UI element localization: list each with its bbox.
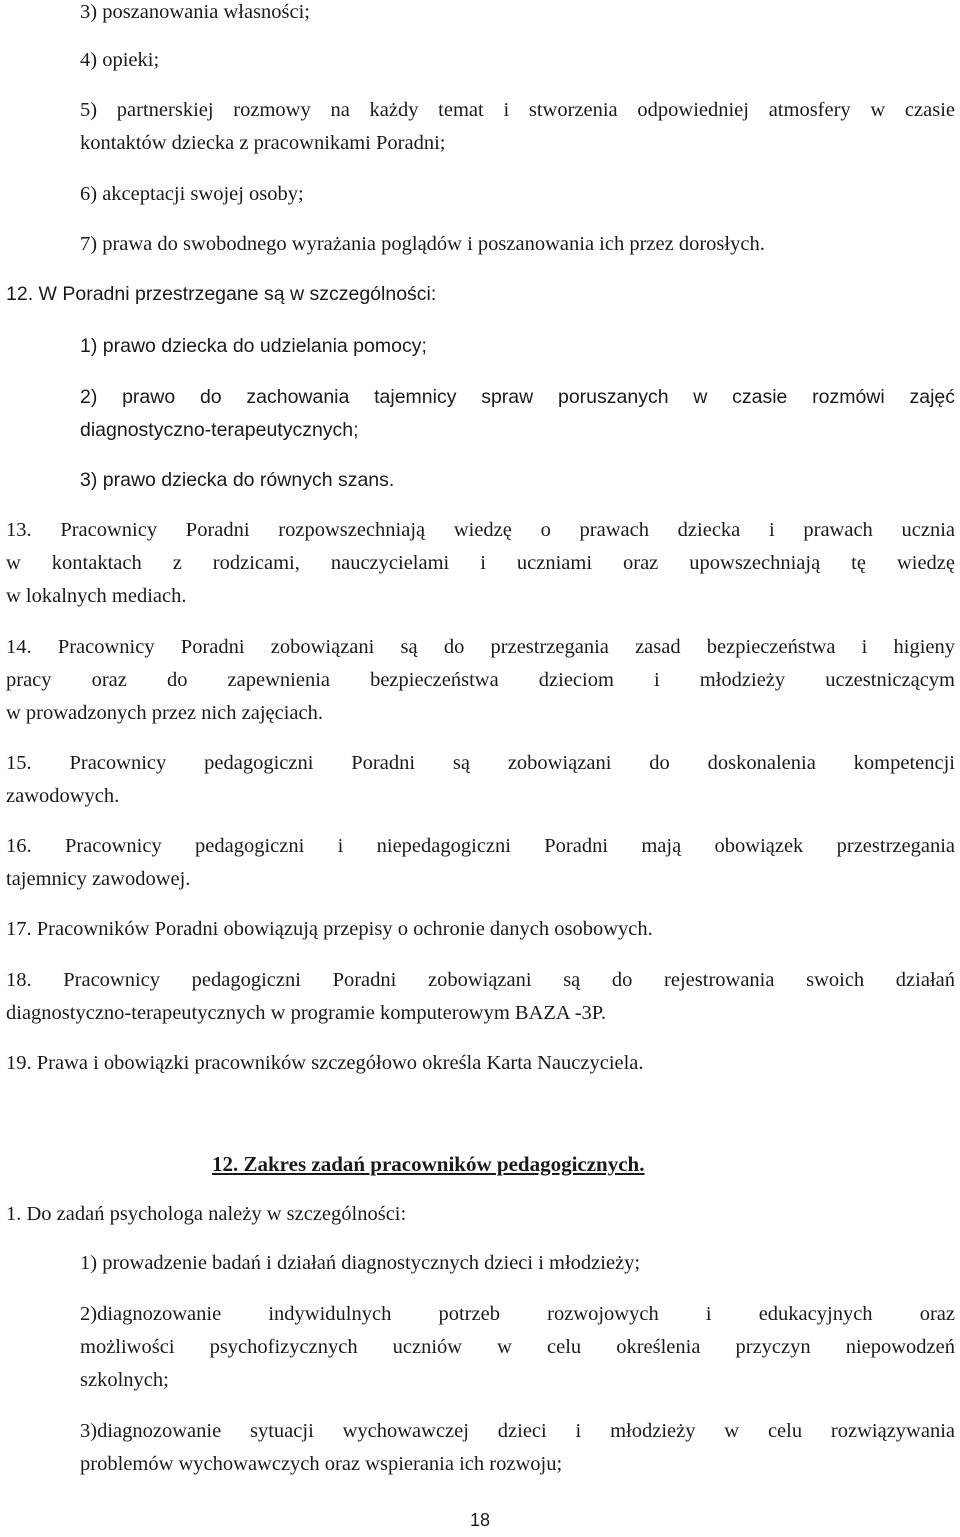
chapter-heading: 12. Zakres zadań pracowników pedagogicznych. xyxy=(212,1152,645,1176)
paragraph-line: zawodowych. xyxy=(6,785,120,807)
section-paragraph: 18. Pracownicy pedagogiczni Poradni zobowiązani są do rejestrowania swoich działań xyxy=(6,969,955,991)
section-paragraph: 19. Prawa i obowiązki pracowników szczegółowo określa Karta Nauczyciela. xyxy=(6,1052,644,1074)
list-item: 5) partnerskiej rozmowy na każdy temat i stworzenia odpowiedniej atmosfery w czasie xyxy=(80,99,955,121)
list-item-continuation: możliwości psychofizycznych uczniów w celu określenia przyczyn niepowodzeń xyxy=(80,1336,955,1358)
list-item-continuation: szkolnych; xyxy=(80,1369,169,1391)
list-item: 7) prawa do swobodnego wyrażania poglądów i poszanowania ich przez dorosłych. xyxy=(80,233,765,255)
section-paragraph: 14. Pracownicy Poradni zobowiązani są do przestrzegania zasad bezpieczeństwa i higieny xyxy=(6,636,955,658)
paragraph-line: w kontaktach z rodzicami, nauczycielami i uczniami oraz upowszechniają tę wiedzę xyxy=(6,552,955,574)
section-paragraph: 17. Pracowników Poradni obowiązują przepisy o ochronie danych osobowych. xyxy=(6,918,653,940)
page-number: 18 xyxy=(469,1510,491,1530)
list-item: 2)diagnozowanie indywidulnych potrzeb rozwojowych i edukacyjnych oraz xyxy=(80,1303,955,1325)
paragraph-line: pracy oraz do zapewnienia bezpieczeństwa dzieciom i młodzieży uczestniczącym xyxy=(6,669,955,691)
list-item: 4) opieki; xyxy=(80,49,160,71)
section-paragraph: 1. Do zadań psychologa należy w szczególności: xyxy=(6,1203,407,1225)
list-item: 1) prowadzenie badań i działań diagnostycznych dzieci i młodzieży; xyxy=(80,1252,641,1274)
section-paragraph: 15. Pracownicy pedagogiczni Poradni są zobowiązani do doskonalenia kompetencji xyxy=(6,752,955,774)
section-paragraph: 13. Pracownicy Poradni rozpowszechniają wiedzę o prawach dziecka i prawach ucznia xyxy=(6,519,955,541)
paragraph-line: w prowadzonych przez nich zajęciach. xyxy=(6,702,324,724)
section-paragraph: 16. Pracownicy pedagogiczni i niepedagogiczni Poradni mają obowiązek przestrzegania xyxy=(6,835,955,857)
list-item: 3) poszanowania własności; xyxy=(80,1,310,23)
list-item-continuation: kontaktów dziecka z pracownikami Poradni; xyxy=(80,132,446,154)
list-item: 3)diagnozowanie sytuacji wychowawczej dzieci i młodzieży w celu rozwiązywania xyxy=(80,1420,955,1442)
list-item-continuation: problemów wychowawczych oraz wspierania ich rozwoju; xyxy=(80,1453,563,1475)
list-item: 3) prawo dziecka do równych szans. xyxy=(80,469,395,491)
paragraph-line: w lokalnych mediach. xyxy=(6,585,187,607)
section-paragraph: 12. W Poradni przestrzegane są w szczególności: xyxy=(6,283,437,305)
list-item: 2) prawo do zachowania tajemnicy spraw poruszanych w czasie rozmówi zajęć xyxy=(80,386,955,408)
paragraph-line: diagnostyczno-terapeutycznych w programie komputerowym BAZA -3P. xyxy=(6,1002,607,1024)
list-item: 6) akceptacji swojej osoby; xyxy=(80,183,304,205)
list-item: 1) prawo dziecka do udzielania pomocy; xyxy=(80,335,427,357)
paragraph-line: tajemnicy zawodowej. xyxy=(6,868,191,890)
list-item-continuation: diagnostyczno-terapeutycznych; xyxy=(80,419,359,441)
